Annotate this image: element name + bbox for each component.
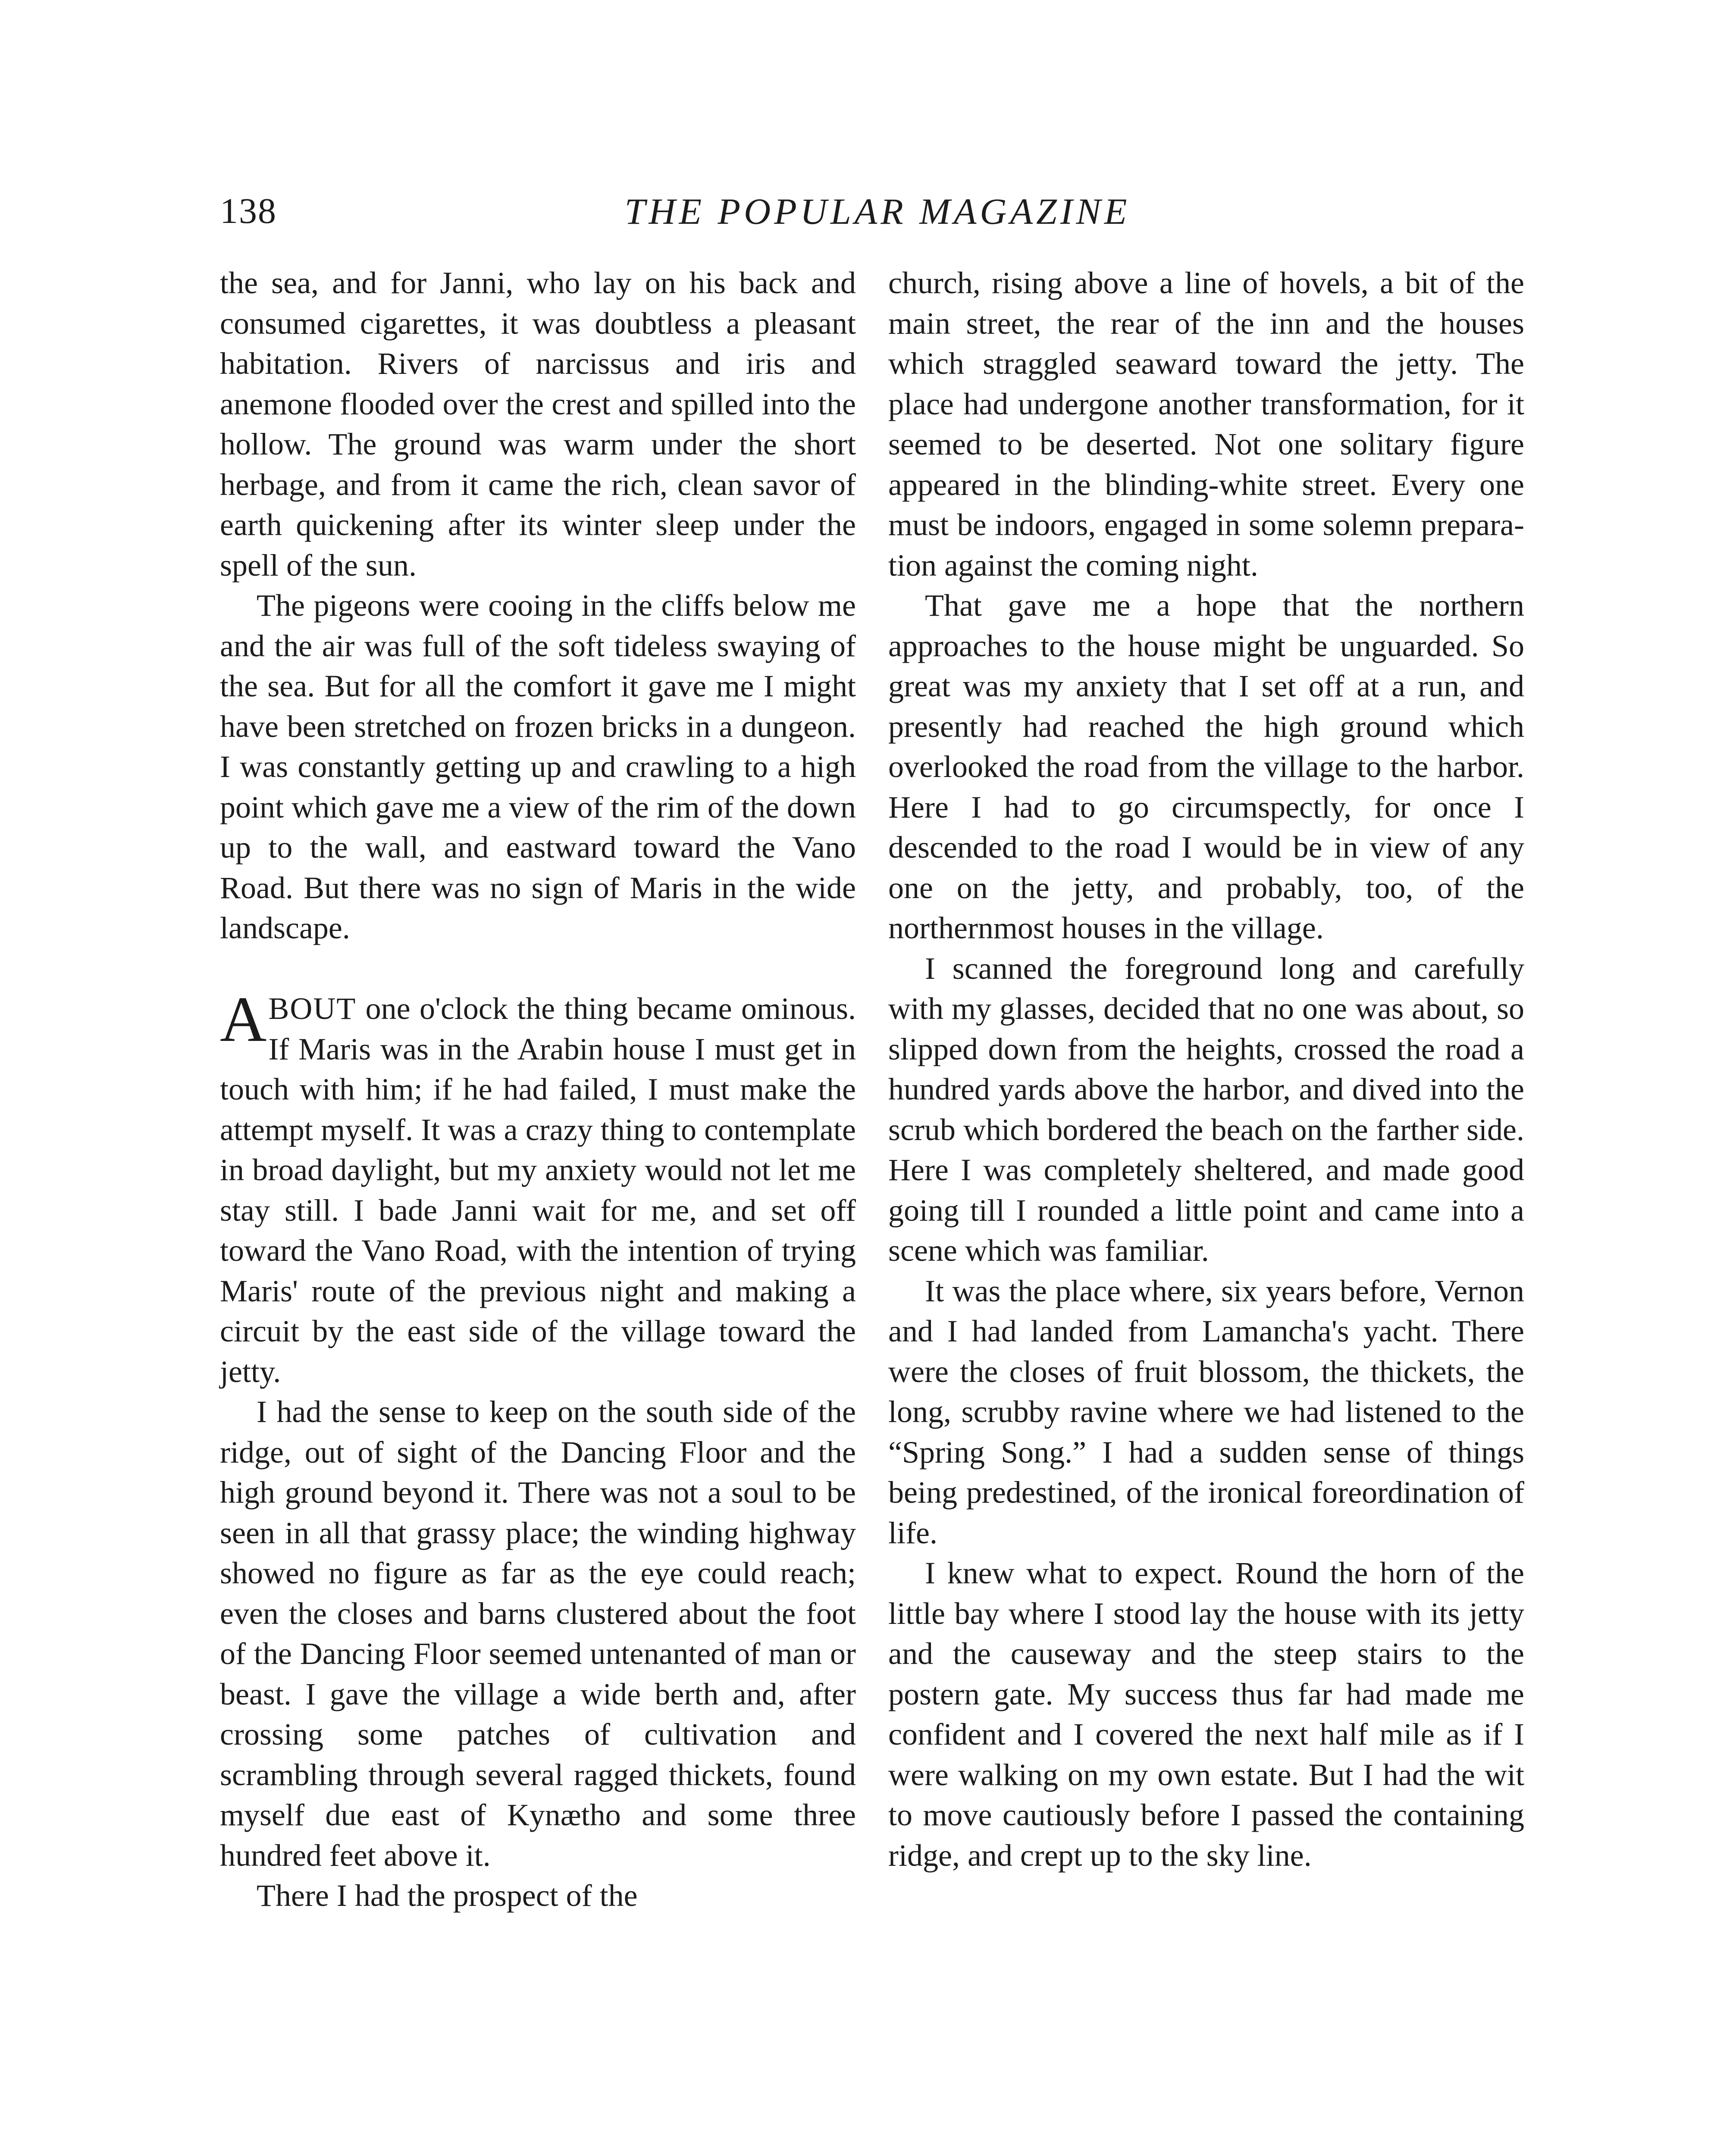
paragraph: I knew what to expect. Round the horn of the little bay where I stood lay the house with its jetty and the causeway and the steep stairs to the postern gate. My success thus far had made me confident and I covered the next half mile as if I were walking on my own estate. But I had the wit to move cautiously before I passed the containing ridge, and crept up to the sky line. xyxy=(888,1556,1524,1873)
paragraph: I had the sense to keep on the south side of the ridge, out of sight of the Dancing Floor and the high ground beyond it. There was not a soul to be seen in all that grassy place; the winding highway showed no figure as far as the eye could reach; even the closes and barns clustered about the foot of the Dancing Floor seemed untenanted of man or beast. I gave the village a wide berth and, after crossing some patches of cultivation and scrambling through several ragged thickets, found myself due east of Kynætho and some three hundred feet above it. xyxy=(220,1395,856,1873)
paragraph: I scanned the foreground long and carefully with my glasses, decided that no one was about, so slipped down from the heights, crossed the road a hundred yards above the harbor, and dived into the scrub which bordered the beach on the farther side. Here I was completely sheltered, and made good going till I rounded a little point and came into a scene which was familiar. xyxy=(888,951,1524,1268)
magazine-title: THE POPULAR MAGAZINE xyxy=(624,191,1131,232)
right-column xyxy=(888,263,1524,2156)
paragraph: It was the place where, six years before, Vernon and I had landed from Lamancha's yacht. There were the closes of fruit blossom, the thickets, the long, scrubby ravine where we had listened to the “Spring Song.” I had a sudden sense of things being predestined, of the ironical foreordination of life. xyxy=(888,1273,1524,1550)
running-head xyxy=(220,183,1535,239)
section-start-paragraph xyxy=(220,984,856,1392)
page-number: 138 xyxy=(220,191,277,231)
paragraph: the sea, and for Janni, who lay on his back and consumed cigarettes, it was doubtless a pleasant habitation. Rivers of narcissus and iris and anemone flooded over the crest and spilled into the hollow. The ground was warm under the short herbage, and from it came the rich, clean savor of earth quickening after its winter sleep under the spell of the sun. xyxy=(220,266,856,583)
paragraph: That gave me a hope that the northern approaches to the house might be unguarded. So great was my anxiety that I set off at a run, and presently had reached the high ground which overlooked the road from the village to the harbor. Here I had to go circumspectly, for once I descended to the road I would be in view of any one on the jetty, and probably, too, of the northernmost houses in the village. xyxy=(888,588,1524,945)
paragraph-text: one o'clock the thing became ominous. If Maris was in the Arabin house I must get in touch with him; if he had failed, I must make the attempt myself. It was a crazy thing to contemplate in broad daylight, but my anxiety would not let me stay still. I bade Janni wait for me, and set off toward the Vano Road, with the intention of trying Maris' route of the previous night and making a circuit by the east side of the village toward the jetty. xyxy=(220,991,856,1389)
drop-cap: A xyxy=(220,984,267,1055)
lead-word: BOUT xyxy=(268,991,357,1026)
left-column xyxy=(220,263,856,2156)
paragraph: church, rising above a line of hovels, a bit of the main street, the rear of the inn and the houses which straggled seaward toward the jetty. The place had undergone another transformation, for it seemed to be deserted. Not one solitary figure appeared in the blinding-white street. Every one must be indoors, engaged in some solemn preparation against the coming night. xyxy=(888,266,1524,583)
paragraph: There I had the prospect of the xyxy=(257,1878,638,1913)
paragraph: The pigeons were cooing in the cliffs below me and the air was full of the soft tideless swaying of the sea. But for all the comfort it gave me I might have been stretched on frozen bricks in a dungeon. I was constantly getting up and crawling to a high point which gave me a view of the rim of the down up to the wall, and eastward toward the Vano Road. But there was no sign of Maris in the wide landscape. xyxy=(220,588,856,945)
